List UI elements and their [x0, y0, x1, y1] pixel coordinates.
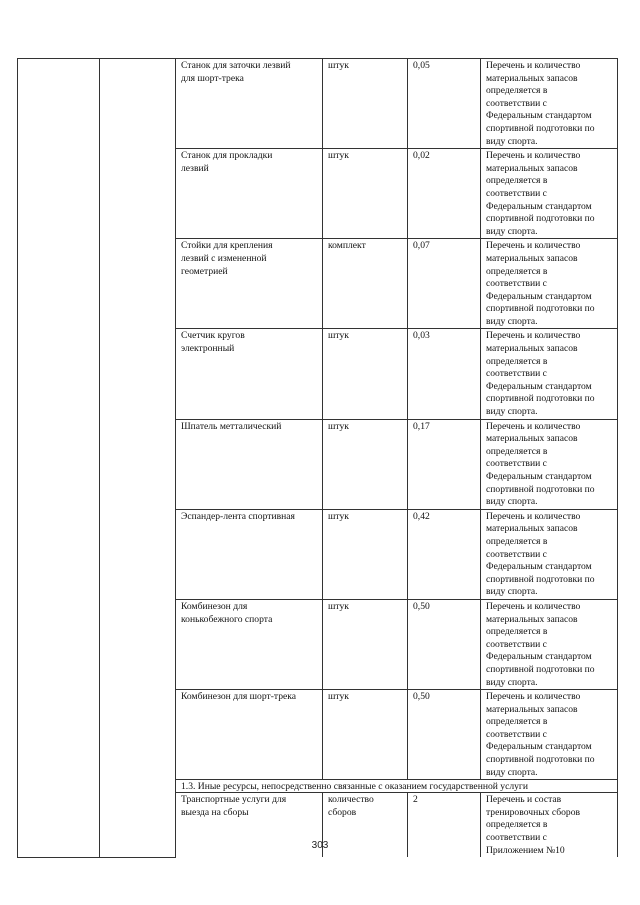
- note: Перечень и количество материальных запасов определяется в соответствии с Федеральным стандартом спортивной подготовки по виду спорта.: [486, 240, 595, 327]
- unit-cell: [323, 419, 408, 509]
- item-name: Шпатель метталический: [181, 420, 282, 432]
- resources-table: [17, 58, 618, 858]
- section-heading-cell: [176, 780, 618, 793]
- note-cell: [481, 509, 618, 599]
- unit-of-measure: количество сборов: [328, 794, 374, 818]
- unit-of-measure: комплект: [328, 240, 366, 252]
- quantity-cell: [408, 149, 481, 239]
- quantity-cell: [408, 59, 481, 149]
- resources-table-body: [18, 59, 618, 858]
- item-name: Комбинезон для шорт-трека: [181, 691, 297, 703]
- item-name-cell: [176, 59, 323, 149]
- note-cell: [481, 59, 618, 149]
- unit-cell: [323, 690, 408, 780]
- note: Перечень и количество материальных запасов определяется в соответствии с Федеральным стандартом спортивной подготовки по виду спорта.: [486, 150, 595, 237]
- item-name: Станок для заточки лезвий для шорт-трека: [181, 60, 291, 84]
- note-cell: [481, 419, 618, 509]
- item-name: Стойки для крепления лезвий с измененной геометрией: [181, 240, 273, 277]
- unit-cell: [323, 329, 408, 419]
- unit-of-measure: штук: [328, 600, 349, 612]
- note: Перечень и состав тренировочных сборов определяется в соответствии с Приложением №10: [486, 794, 581, 856]
- item-name-cell: [176, 599, 323, 689]
- section-heading: 1.3. Иные ресурсы, непосредственно связанные с оказанием государственной услуги: [181, 781, 528, 793]
- note-cell: [481, 329, 618, 419]
- empty-column-2: [100, 59, 176, 858]
- note-cell: [481, 690, 618, 780]
- item-name-cell: [176, 149, 323, 239]
- note-cell: [481, 239, 618, 329]
- page-number: 303: [311, 840, 329, 851]
- unit-of-measure: штук: [328, 691, 349, 703]
- unit-cell: [323, 509, 408, 599]
- empty-column-1: [18, 59, 100, 858]
- note: Перечень и количество материальных запасов определяется в соответствии с Федеральным стандартом спортивной подготовки по виду спорта.: [486, 600, 595, 688]
- unit-of-measure: штук: [328, 510, 349, 522]
- quantity-cell: [408, 239, 481, 329]
- note: Перечень и количество материальных запасов определяется в соответствии с Федеральным стандартом спортивной подготовки по виду спорта.: [486, 510, 595, 598]
- quantity: 0,42: [413, 510, 430, 522]
- item-name-cell: [176, 690, 323, 780]
- quantity: 0,07: [413, 240, 430, 252]
- note-cell: [481, 149, 618, 239]
- item-name: Эспандер-лента спортивная: [181, 510, 295, 522]
- note-cell: [481, 599, 618, 689]
- item-name: Комбинезон для конькобежного спорта: [181, 600, 273, 625]
- quantity: 2: [413, 794, 418, 806]
- quantity: 0,05: [413, 60, 430, 71]
- quantity: 0,03: [413, 330, 430, 342]
- note: Перечень и количество материальных запасов определяется в соответствии с Федеральным стандартом спортивной подготовки по виду спорта.: [486, 691, 595, 778]
- unit-cell: [323, 149, 408, 239]
- quantity-cell: [408, 509, 481, 599]
- unit-cell: [323, 239, 408, 329]
- item-name: Транспортные услуги для выезда на сборы: [181, 794, 287, 818]
- unit-cell: [323, 599, 408, 689]
- note: Перечень и количество материальных запасов определяется в соответствии с Федеральным стандартом спортивной подготовки по виду спорта.: [486, 60, 595, 147]
- item-name-cell: [176, 329, 323, 419]
- unit-of-measure: штук: [328, 150, 349, 162]
- quantity: 0,17: [413, 420, 430, 432]
- unit-of-measure: штук: [328, 420, 349, 432]
- quantity-cell: [408, 599, 481, 689]
- note: Перечень и количество материальных запасов определяется в соответствии с Федеральным стандартом спортивной подготовки по виду спорта.: [486, 420, 595, 508]
- quantity: 0,50: [413, 600, 430, 612]
- unit-of-measure: штук: [328, 60, 349, 71]
- item-name-cell: [176, 239, 323, 329]
- table-row: [18, 59, 618, 149]
- quantity: 0,02: [413, 150, 430, 162]
- quantity: 0,50: [413, 691, 430, 703]
- quantity-cell: [408, 419, 481, 509]
- unit-cell: [323, 59, 408, 149]
- quantity-cell: [408, 329, 481, 419]
- item-name: Счетчик кругов электронный: [181, 330, 245, 355]
- unit-of-measure: штук: [328, 330, 349, 342]
- item-name: Станок для прокладки лезвий: [181, 150, 273, 174]
- note: Перечень и количество материальных запасов определяется в соответствии с Федеральным стандартом спортивной подготовки по виду спорта.: [486, 330, 595, 418]
- item-name-cell: [176, 509, 323, 599]
- quantity-cell: [408, 690, 481, 780]
- item-name-cell: [176, 419, 323, 509]
